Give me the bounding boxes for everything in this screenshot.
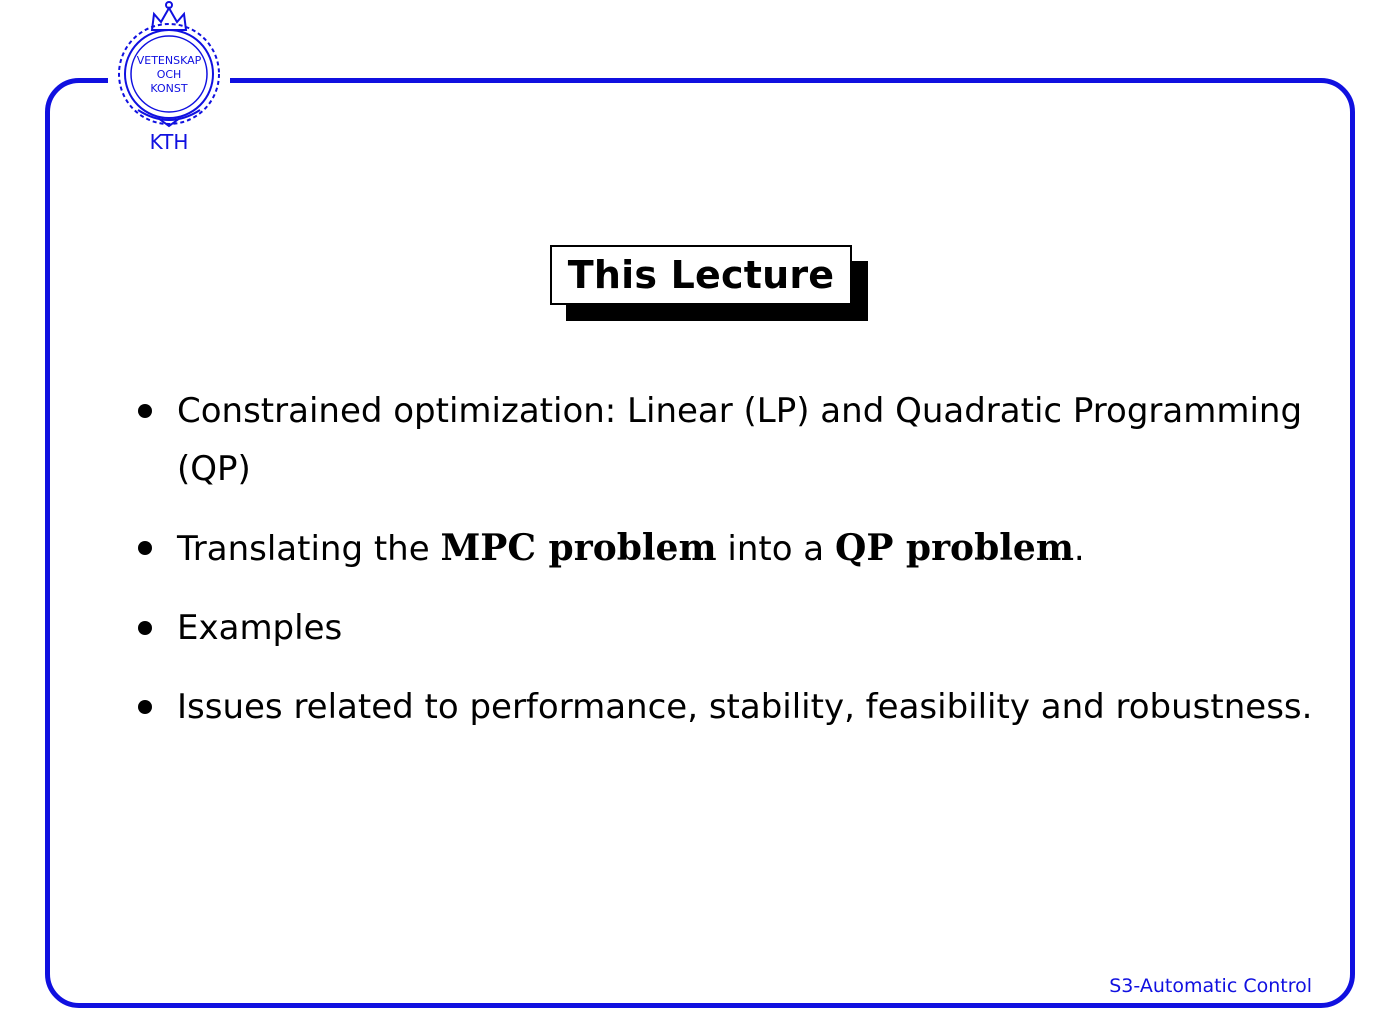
bullet-item bbox=[135, 519, 1315, 578]
bullet-text-part: . bbox=[1073, 529, 1085, 569]
logo-text-line-2: OCH bbox=[156, 68, 182, 81]
bullet-dot-icon bbox=[138, 621, 152, 635]
bullet-text: Issues related to performance, stability, feasibility and robustness. bbox=[177, 687, 1313, 727]
bullet-text-bold: QP problem bbox=[834, 527, 1074, 569]
slide-title: This Lecture bbox=[550, 245, 852, 305]
footer-label: S3-Automatic Control bbox=[1109, 975, 1312, 997]
bullet-text-part: Translating the bbox=[177, 529, 441, 569]
bullet-dot-icon bbox=[138, 404, 152, 418]
kth-logo bbox=[108, 0, 230, 158]
bullet-item bbox=[135, 678, 1315, 736]
bullet-dot-icon bbox=[138, 700, 152, 714]
kth-emblem-icon bbox=[108, 0, 230, 158]
bullet-list bbox=[135, 382, 1315, 757]
logo-text-line-3: KONST bbox=[150, 82, 188, 95]
bullet-text-bold: MPC problem bbox=[440, 527, 717, 569]
bullet-item bbox=[135, 382, 1315, 498]
bullet-text: Examples bbox=[177, 608, 343, 648]
logo-text-line-1: VETENSKAP bbox=[136, 54, 202, 67]
bullet-text: Constrained optimization: Linear (LP) and Quadratic Programming (QP) bbox=[177, 391, 1303, 489]
title-block bbox=[550, 245, 852, 305]
bullet-dot-icon bbox=[138, 541, 152, 555]
logo-label: KTH bbox=[149, 130, 189, 154]
bullet-text-part: into a bbox=[716, 529, 835, 569]
bullet-item bbox=[135, 599, 1315, 657]
